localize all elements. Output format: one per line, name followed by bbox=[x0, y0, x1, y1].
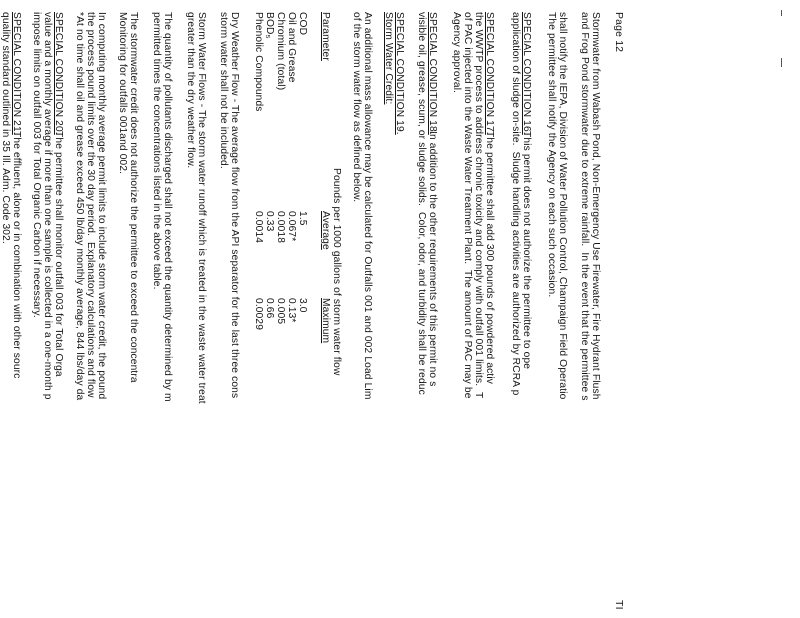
condition-17-line: the WWTP process to address chronic toxicity and comply with outfall 001 limits. T bbox=[473, 12, 484, 399]
credit-note-line: The stormwater credit does not authorize the permittee to exceed the concentra bbox=[128, 12, 139, 383]
condition-21-label: SPECIAL CONDITION 21. bbox=[11, 12, 22, 135]
table-cell-parameter: COD bbox=[297, 12, 308, 36]
condition-18-label: SPECIAL CONDITION 18. bbox=[427, 12, 438, 135]
intro-line: shall notify the IEPA, Division of Water Pollution Control, Champaign Field Operatio bbox=[557, 12, 568, 400]
condition-16-line: This permit does not authorize the permittee to ope bbox=[521, 131, 532, 370]
condition-21-line: The effluent, alone or in combination with other sourc bbox=[11, 131, 22, 379]
table-cell-parameter: Chromium (total) bbox=[275, 12, 286, 91]
table-cell-maximum: 3.0 bbox=[297, 298, 308, 313]
computing-line: the process pound limits over the 30 day period. Explanatory calculations and flow bbox=[85, 12, 96, 398]
table-col-parameter: Parameter bbox=[320, 12, 331, 61]
computing-line: In computing monthly average permit limits to include storm water credit, the pound bbox=[96, 12, 107, 400]
table-cell-average: 0.0014 bbox=[253, 211, 264, 244]
condition-19-line: of the storm water flow as defined below. bbox=[351, 12, 362, 203]
condition-17-line: Agency approval. bbox=[451, 12, 462, 94]
storm-flows-line: Storm Water Flows - The storm water runoff which is treated in the waste water treat bbox=[196, 12, 207, 404]
condition-20-line: The permittee shall monitor outfall 003 for Total Orga bbox=[53, 131, 64, 377]
table-cell-average: 0.33 bbox=[264, 211, 275, 232]
condition-16-line: application of sludge on-site. Sludge handling activities are authorized by RCRA p bbox=[510, 12, 521, 396]
table-cell-maximum: 0.0029 bbox=[253, 298, 264, 331]
condition-18-line: visible oil, grease, scum, or sludge solids. Color, odor, and turbidity shall be reduc bbox=[416, 12, 427, 395]
condition-17-label: SPECIAL CONDITION 17. bbox=[484, 12, 495, 135]
intro-line: The permittee shall notify the Agency on each such occasion. bbox=[546, 12, 557, 298]
table-cell-maximum: 0.66 bbox=[264, 298, 275, 319]
condition-18-line: In addition to the other requirements of this permit no s bbox=[427, 131, 438, 387]
table-cell-parameter: Oil and Grease bbox=[286, 12, 297, 83]
condition-17-line: of PAC injected into the Waste Water Treatment Plant. The amount of PAC may be bbox=[462, 12, 473, 399]
storm-flows-line: greater than the dry weather flow. bbox=[185, 12, 196, 169]
page-number: Page 12 bbox=[613, 12, 625, 53]
table-cell-parameter: BOD₅ bbox=[264, 12, 275, 39]
table-cell-parameter: Phenolic Compounds bbox=[253, 12, 264, 112]
table-col-maximum: Maximum bbox=[320, 298, 331, 344]
table-cell-average: 0.0018 bbox=[275, 211, 286, 244]
condition-21-line: quality standard outlined in 35 Ill. Adm. Code 302. bbox=[0, 12, 11, 244]
condition-19-subtitle: Storm Water Credit: bbox=[383, 12, 394, 105]
table-cell-average: 1.5 bbox=[297, 211, 308, 226]
condition-20-line: impose limits on outfall 003 for Total Organic Carbon if necessary. bbox=[31, 12, 42, 318]
credit-note-line: Monitoring for outfalls 001and 002. bbox=[117, 12, 128, 175]
dry-weather-line: storm water shall not be included. bbox=[218, 12, 229, 169]
pollutant-quantity-line: The quantity of pollutants discharged shall not exceed the quantity determined by m bbox=[162, 12, 173, 402]
dry-weather-line: Dry Weather Flow - The average flow from the API separator for the last three cons bbox=[229, 12, 240, 399]
table-group-header: Pounds per 1000 gallons of storm water flow bbox=[331, 168, 342, 376]
condition-16-label: SPECIAL CONDITION 16. bbox=[521, 12, 532, 135]
table-cell-average: 0.067* bbox=[286, 211, 297, 242]
page-header-fragment: TI bbox=[613, 600, 625, 610]
intro-line: Stormwater from Wabash Pond, Non-Emergency Use Firewater, Fire Hydrant Flush bbox=[590, 12, 601, 400]
table-cell-maximum: 0.13* bbox=[286, 298, 297, 323]
table-cell-maximum: 0.005 bbox=[275, 298, 286, 325]
computing-line: *At no time shall oil and grease exceed 450 lb/day monthly average, 844 lbs/day da bbox=[74, 12, 85, 401]
condition-20-label: SPECIAL CONDITION 20. bbox=[53, 12, 64, 135]
condition-17-line: The permittee shall add 300 pounds of powdered activ bbox=[484, 131, 495, 385]
condition-20-line: value and a monthly average if more than one sample is collected in a one-month p bbox=[42, 12, 53, 400]
intro-line: and Frog Pond stormwater due to extreme rainfall. In the event that the permittee s bbox=[579, 12, 590, 401]
condition-19-label: SPECIAL CONDITION 19. bbox=[394, 12, 405, 135]
table-col-average: Average bbox=[320, 211, 331, 250]
pollutant-quantity-line: permitted times the concentrations listed in the above table. bbox=[151, 12, 162, 290]
condition-19-line: An additional mass allowance may be calculated for Outfalls 001 and 002 Load Lim bbox=[362, 12, 373, 400]
